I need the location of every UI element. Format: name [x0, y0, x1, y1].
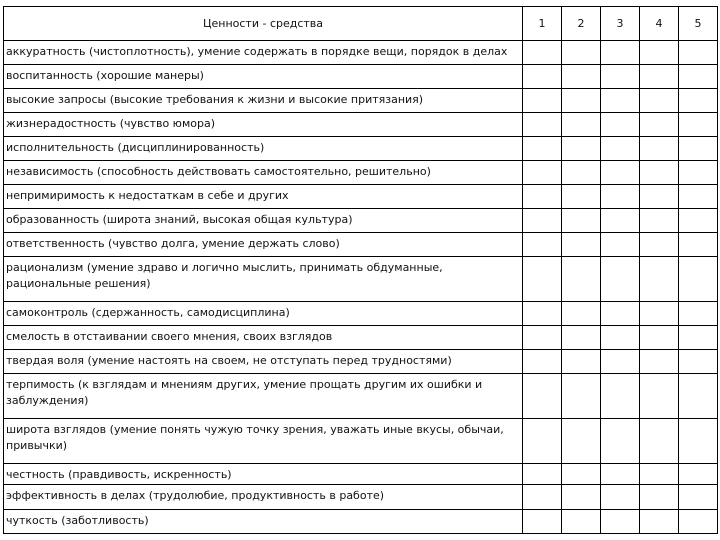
row-label [4, 161, 523, 185]
row-label-text: смелость в отстаивании своего мнения, своих взглядов [6, 330, 333, 343]
rank-cell-5[interactable] [679, 161, 718, 185]
row-label [4, 89, 523, 113]
table-row [4, 464, 718, 485]
rank-cell-3[interactable] [601, 485, 640, 510]
rank-cell-2[interactable] [562, 185, 601, 209]
rank-cell-5[interactable] [679, 510, 718, 534]
table-row [4, 65, 718, 89]
rank-cell-2[interactable] [562, 302, 601, 326]
header-row [4, 7, 718, 41]
rank-cell-4[interactable] [640, 185, 679, 209]
rank-cell-5[interactable] [679, 233, 718, 257]
rank-cell-4[interactable] [640, 464, 679, 485]
rank-cell-4[interactable] [640, 41, 679, 65]
rank-cell-1[interactable] [523, 485, 562, 510]
rank-cell-5[interactable] [679, 257, 718, 302]
row-label-text: рационализм (умение здраво и логично мыслить, принимать обдуманные, рациональные решения) [6, 261, 443, 290]
rank-cell-5[interactable] [679, 185, 718, 209]
rank-cell-3[interactable] [601, 185, 640, 209]
rank-cell-3[interactable] [601, 419, 640, 464]
table-row [4, 350, 718, 374]
table-row [4, 113, 718, 137]
table-row [4, 137, 718, 161]
row-label [4, 209, 523, 233]
rank-cell-3[interactable] [601, 41, 640, 65]
rank-cell-2[interactable] [562, 485, 601, 510]
row-label [4, 302, 523, 326]
rank-cell-1[interactable] [523, 185, 562, 209]
rank-cell-2[interactable] [562, 233, 601, 257]
table-row [4, 419, 718, 464]
table-row [4, 374, 718, 419]
rank-cell-4[interactable] [640, 161, 679, 185]
row-label [4, 485, 523, 510]
row-label-text: жизнерадостность (чувство юмора) [6, 117, 215, 130]
table-row [4, 185, 718, 209]
rank-cell-2[interactable] [562, 464, 601, 485]
table-row [4, 233, 718, 257]
row-label [4, 326, 523, 350]
row-label [4, 113, 523, 137]
header-title: Ценности - средства [4, 7, 523, 41]
row-label [4, 350, 523, 374]
row-label-text: независимость (способность действовать самостоятельно, решительно) [6, 165, 431, 178]
rank-cell-4[interactable] [640, 89, 679, 113]
table-row [4, 326, 718, 350]
rank-cell-5[interactable] [679, 209, 718, 233]
rank-cell-5[interactable] [679, 464, 718, 485]
rank-cell-1[interactable] [523, 350, 562, 374]
rank-cell-2[interactable] [562, 89, 601, 113]
rank-cell-3[interactable] [601, 89, 640, 113]
rank-cell-1[interactable] [523, 510, 562, 534]
row-label-text: образованность (широта знаний, высокая общая культура) [6, 213, 353, 226]
rank-cell-3[interactable] [601, 350, 640, 374]
rank-cell-3[interactable] [601, 374, 640, 419]
row-label-text: высокие запросы (высокие требования к жизни и высокие притязания) [6, 93, 424, 106]
row-label-text: ответственность (чувство долга, умение держать слово) [6, 237, 340, 250]
row-label [4, 65, 523, 89]
rank-cell-1[interactable] [523, 374, 562, 419]
rank-cell-4[interactable] [640, 209, 679, 233]
rank-cell-5[interactable] [679, 419, 718, 464]
rank-cell-3[interactable] [601, 326, 640, 350]
rank-cell-4[interactable] [640, 302, 679, 326]
row-label [4, 374, 523, 419]
rank-cell-2[interactable] [562, 257, 601, 302]
row-label-text: честность (правдивость, искренность) [6, 468, 232, 481]
row-label [4, 464, 523, 485]
table-row [4, 41, 718, 65]
rank-cell-2[interactable] [562, 113, 601, 137]
values-table [3, 6, 718, 534]
rank-cell-3[interactable] [601, 302, 640, 326]
rank-cell-5[interactable] [679, 89, 718, 113]
rank-cell-1[interactable] [523, 464, 562, 485]
table-row [4, 89, 718, 113]
rank-cell-1[interactable] [523, 161, 562, 185]
rank-cell-2[interactable] [562, 350, 601, 374]
header-col-3: 3 [601, 7, 640, 41]
row-label-text: самоконтроль (сдержанность, самодисциплина) [6, 306, 290, 319]
rank-cell-1[interactable] [523, 419, 562, 464]
row-label-text: непримиримость к недостаткам в себе и других [6, 189, 289, 202]
rank-cell-4[interactable] [640, 257, 679, 302]
rank-cell-1[interactable] [523, 137, 562, 161]
table-row [4, 161, 718, 185]
rank-cell-5[interactable] [679, 350, 718, 374]
rank-cell-5[interactable] [679, 326, 718, 350]
row-label-text: аккуратность (чистоплотность), умение содержать в порядке вещи, порядок в делах [6, 45, 508, 58]
rank-cell-2[interactable] [562, 419, 601, 464]
rank-cell-3[interactable] [601, 464, 640, 485]
rank-cell-1[interactable] [523, 65, 562, 89]
rank-cell-1[interactable] [523, 233, 562, 257]
rank-cell-5[interactable] [679, 41, 718, 65]
row-label [4, 137, 523, 161]
rank-cell-4[interactable] [640, 113, 679, 137]
rank-cell-2[interactable] [562, 374, 601, 419]
rank-cell-4[interactable] [640, 510, 679, 534]
rank-cell-2[interactable] [562, 510, 601, 534]
rank-cell-1[interactable] [523, 257, 562, 302]
rank-cell-1[interactable] [523, 326, 562, 350]
rank-cell-5[interactable] [679, 65, 718, 89]
rank-cell-4[interactable] [640, 65, 679, 89]
rank-cell-2[interactable] [562, 65, 601, 89]
row-label-text: эффективность в делах (трудолюбие, продуктивность в работе) [6, 489, 385, 502]
rank-cell-4[interactable] [640, 233, 679, 257]
row-label [4, 185, 523, 209]
row-label-text: воспитанность (хорошие манеры) [6, 69, 204, 82]
rank-cell-1[interactable] [523, 41, 562, 65]
rank-cell-5[interactable] [679, 113, 718, 137]
rank-cell-4[interactable] [640, 350, 679, 374]
row-label [4, 419, 523, 464]
rank-cell-3[interactable] [601, 510, 640, 534]
rank-cell-4[interactable] [640, 419, 679, 464]
table-row [4, 257, 718, 302]
header-col-5: 5 [679, 7, 718, 41]
rank-cell-3[interactable] [601, 161, 640, 185]
rank-cell-1[interactable] [523, 89, 562, 113]
rank-cell-3[interactable] [601, 257, 640, 302]
rank-cell-5[interactable] [679, 302, 718, 326]
table-row [4, 209, 718, 233]
row-label-text: терпимость (к взглядам и мнениям других, умение прощать другим их ошибки и заблуждения) [6, 378, 483, 407]
table-row [4, 302, 718, 326]
row-label-text: исполнительность (дисциплинированность) [6, 141, 265, 154]
rank-cell-3[interactable] [601, 137, 640, 161]
table-row [4, 485, 718, 510]
row-label-text: чуткость (заботливость) [6, 514, 149, 527]
rank-cell-3[interactable] [601, 65, 640, 89]
row-label [4, 41, 523, 65]
header-col-4: 4 [640, 7, 679, 41]
header-col-2: 2 [562, 7, 601, 41]
rank-cell-1[interactable] [523, 302, 562, 326]
rank-cell-1[interactable] [523, 113, 562, 137]
rank-cell-4[interactable] [640, 326, 679, 350]
rank-cell-2[interactable] [562, 137, 601, 161]
row-label [4, 233, 523, 257]
header-col-1: 1 [523, 7, 562, 41]
rank-cell-2[interactable] [562, 209, 601, 233]
table-row [4, 510, 718, 534]
rank-cell-5[interactable] [679, 485, 718, 510]
rank-cell-4[interactable] [640, 485, 679, 510]
rank-cell-4[interactable] [640, 374, 679, 419]
rank-cell-4[interactable] [640, 137, 679, 161]
rank-cell-1[interactable] [523, 209, 562, 233]
rank-cell-3[interactable] [601, 209, 640, 233]
row-label [4, 257, 523, 302]
rank-cell-2[interactable] [562, 41, 601, 65]
rank-cell-3[interactable] [601, 233, 640, 257]
row-label-text: твердая воля (умение настоять на своем, не отступать перед трудностями) [6, 354, 452, 367]
row-label-text: широта взглядов (умение понять чужую точку зрения, уважать иные вкусы, обычаи, привычки) [6, 423, 504, 452]
rank-cell-3[interactable] [601, 113, 640, 137]
rank-cell-2[interactable] [562, 326, 601, 350]
row-label [4, 510, 523, 534]
rank-cell-2[interactable] [562, 161, 601, 185]
rank-cell-5[interactable] [679, 374, 718, 419]
rank-cell-5[interactable] [679, 137, 718, 161]
